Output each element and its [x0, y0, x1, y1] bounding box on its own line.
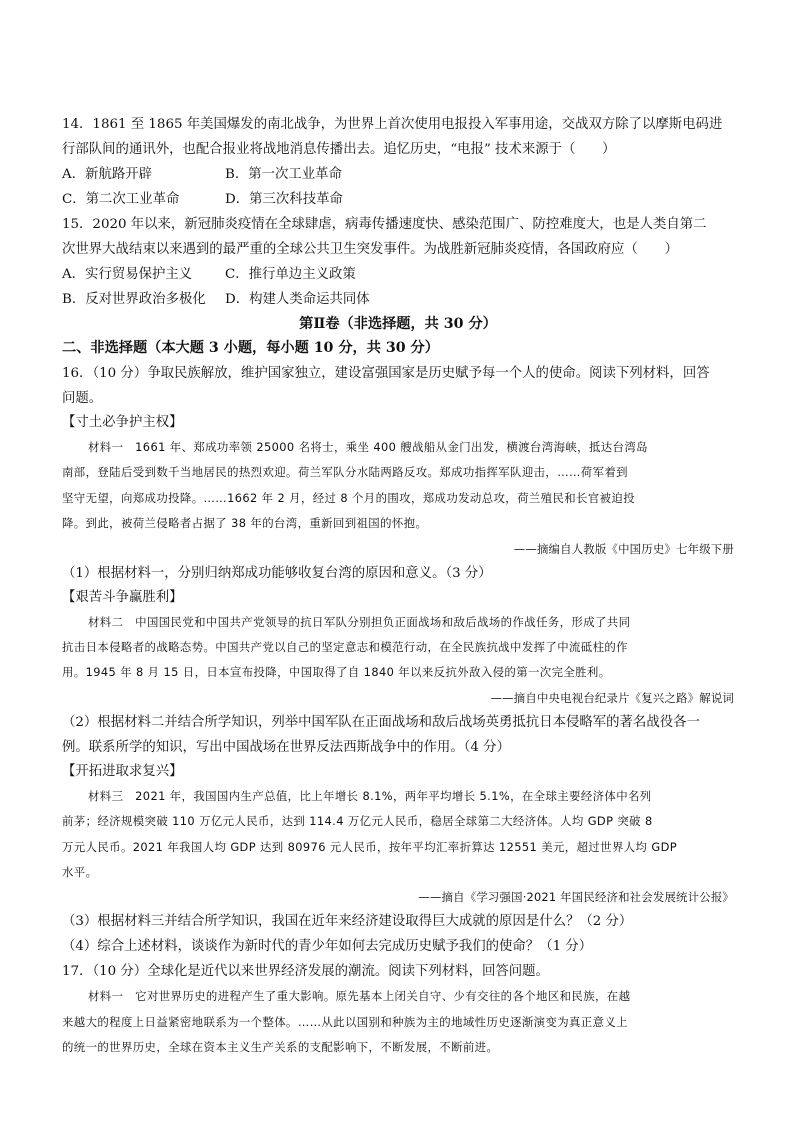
material-line: 来越大的程度上日益紧密地联系为一个整体。……从此以国别和种族为主的地域性历史逐渐演变为真正意义上	[62, 1014, 628, 1029]
section-heading: 二、非选择题（本大题 3 小题，每小题 10 分，共 30 分）	[62, 340, 439, 356]
material-block	[62, 784, 734, 886]
options-row	[62, 162, 734, 187]
material-block	[62, 610, 734, 686]
question-text: 15．2020 年以来，新冠肺炎疫情在全球肆虐，病毒传播速度快、感染范围广、防控难度大，也是人类自第二	[62, 217, 707, 232]
option-b[interactable]: B．反对世界政治多极化	[62, 292, 206, 307]
options-row	[62, 287, 734, 312]
question-17	[62, 959, 734, 1060]
material-line: 材料二 中国国民党和中国共产党领导的抗日军队分别担负正面战场和敌后战场的作战任务，形成了共同	[88, 614, 631, 629]
section-title: 第Ⅱ卷（非选择题，共 30 分）	[299, 316, 497, 332]
option-d[interactable]: D．第三次科技革命	[225, 192, 343, 207]
option-a[interactable]: A．实行贸易保护主义	[62, 267, 193, 282]
question-text: 16．（10 分）争取民族解放，维护国家独立，建设富强国家是历史赋予每一个人的使命。阅读下列材料，回答	[62, 366, 710, 381]
material-heading: 【寸土必争护主权】	[62, 415, 183, 430]
exam-page	[62, 112, 734, 1061]
question-15	[62, 212, 734, 312]
option-b[interactable]: B．第一次工业革命	[225, 167, 342, 182]
material-block	[62, 435, 734, 537]
question-text: 问题。	[62, 391, 103, 406]
material-line: 降。到此，被荷兰侵略者占据了 38 年的台湾，重新回到祖国的怀抱。	[62, 516, 428, 531]
material-line: 材料一 它对世界历史的进程产生了重大影响。原先基本上闭关自守、少有交往的各个地区和民族，在越	[88, 989, 631, 1004]
sub-question: （4）综合上述材料，谈谈作为新时代的青少年如何去完成历史赋予我们的使命？（1 分）	[62, 939, 593, 955]
option-c[interactable]: C．第二次工业革命	[62, 192, 180, 207]
sub-question: （1）根据材料一，分别归纳郑成功能够收复台湾的原因和意义。（3 分）	[62, 565, 492, 581]
option-a[interactable]: A．新航路开辟	[62, 167, 153, 182]
options-row	[62, 187, 734, 212]
question-text: 17．（10 分）全球化是近代以来世界经济发展的潮流。阅读下列材料，回答问题。	[62, 964, 549, 980]
option-c[interactable]: C．推行单边主义政策	[225, 267, 356, 282]
sub-question: （2）根据材料二并结合所学知识，列举中国军队在正面战场和敌后战场英勇抵抗日本侵略军的著名战役各一	[62, 714, 700, 730]
question-text: 次世界大战结束以来遇到的最严重的全球公共卫生突发事件。为战胜新冠肺炎疫情，各国政府应（ ）	[62, 242, 678, 257]
material-line: 前茅；经济规模突破 110 万亿元人民币，达到 114.4 万亿元人民币，稳居全球第二大经济体。人均 GDP 突破 8	[62, 814, 653, 829]
question-text: 行部队间的通讯外，也配合报业将战地消息传播出去。追忆历史，“电报” 技术来源于（ ）	[62, 142, 616, 157]
material-line: 的统一的世界历史，全球在资本主义生产关系的支配影响下，不断发展，不断前进。	[62, 1040, 499, 1055]
material-heading: 【开拓进取求复兴】	[62, 763, 183, 779]
sub-question: 例。联系所学的知识，写出中国战场在世界反法西斯战争中的作用。（4 分）	[62, 739, 510, 755]
material-source: ——摘自中央电视台纪录片《复兴之路》解说词	[490, 690, 734, 705]
material-source: ——摘自《学习强国·2021 年国民经济和社会发展统计公报》	[418, 890, 734, 905]
material-line: 万元人民币。2021 年我国人均 GDP 达到 80976 元人民币，按年平均汇率折算达 12551 美元，超过世界人均 GDP	[62, 839, 678, 854]
sub-question: （3）根据材料三并结合所学知识，我国在近年来经济建设取得巨大成就的原因是什么？（2 分）	[62, 914, 633, 930]
material-line: 坚守无望，向郑成功投降。……1662 年 2 月，经过 8 个月的围攻，郑成功发动总攻，荷兰殖民和长官被迫投	[62, 490, 635, 505]
material-line: 水平。	[62, 865, 98, 880]
material-line: 材料三 2021 年，我国国内生产总值，比上年增长 8.1%，两年平均增长 5.1%，在全球主要经济体中名列	[88, 788, 652, 803]
question-16	[62, 361, 734, 959]
material-heading: 【艰苦斗争赢胜利】	[62, 589, 183, 605]
options-row	[62, 262, 734, 287]
material-line: 抗击日本侵略者的战略态势。中国共产党以自己的坚定意志和模范行动，在全民族抗战中发挥了中流砥柱的作	[62, 640, 628, 655]
material-line: 南部，登陆后受到数千当地居民的热烈欢迎。荷兰军队分水陆两路反攻。郑成功指挥军队迎击，……荷军着到	[62, 465, 628, 480]
option-d[interactable]: D．构建人类命运共同体	[225, 292, 370, 307]
material-block	[62, 984, 734, 1060]
material-line: 用。1945 年 8 月 15 日，日本宣布投降，中国取得了自 1840 年以来反抗外敌入侵的第一次完全胜利。	[62, 665, 611, 680]
question-text: 14．1861 至 1865 年美国爆发的南北战争，为世界上首次使用电报投入军事用途，交战双方除了以摩斯电码进	[62, 117, 723, 132]
material-source: ——摘编自人教版《中国历史》七年级下册	[513, 541, 734, 556]
material-line: 材料一 1661 年、郑成功率领 25000 名将士，乘坐 400 艘战船从金门出发，横渡台湾海峡，抵达台湾岛	[88, 440, 648, 454]
question-14	[62, 112, 734, 212]
